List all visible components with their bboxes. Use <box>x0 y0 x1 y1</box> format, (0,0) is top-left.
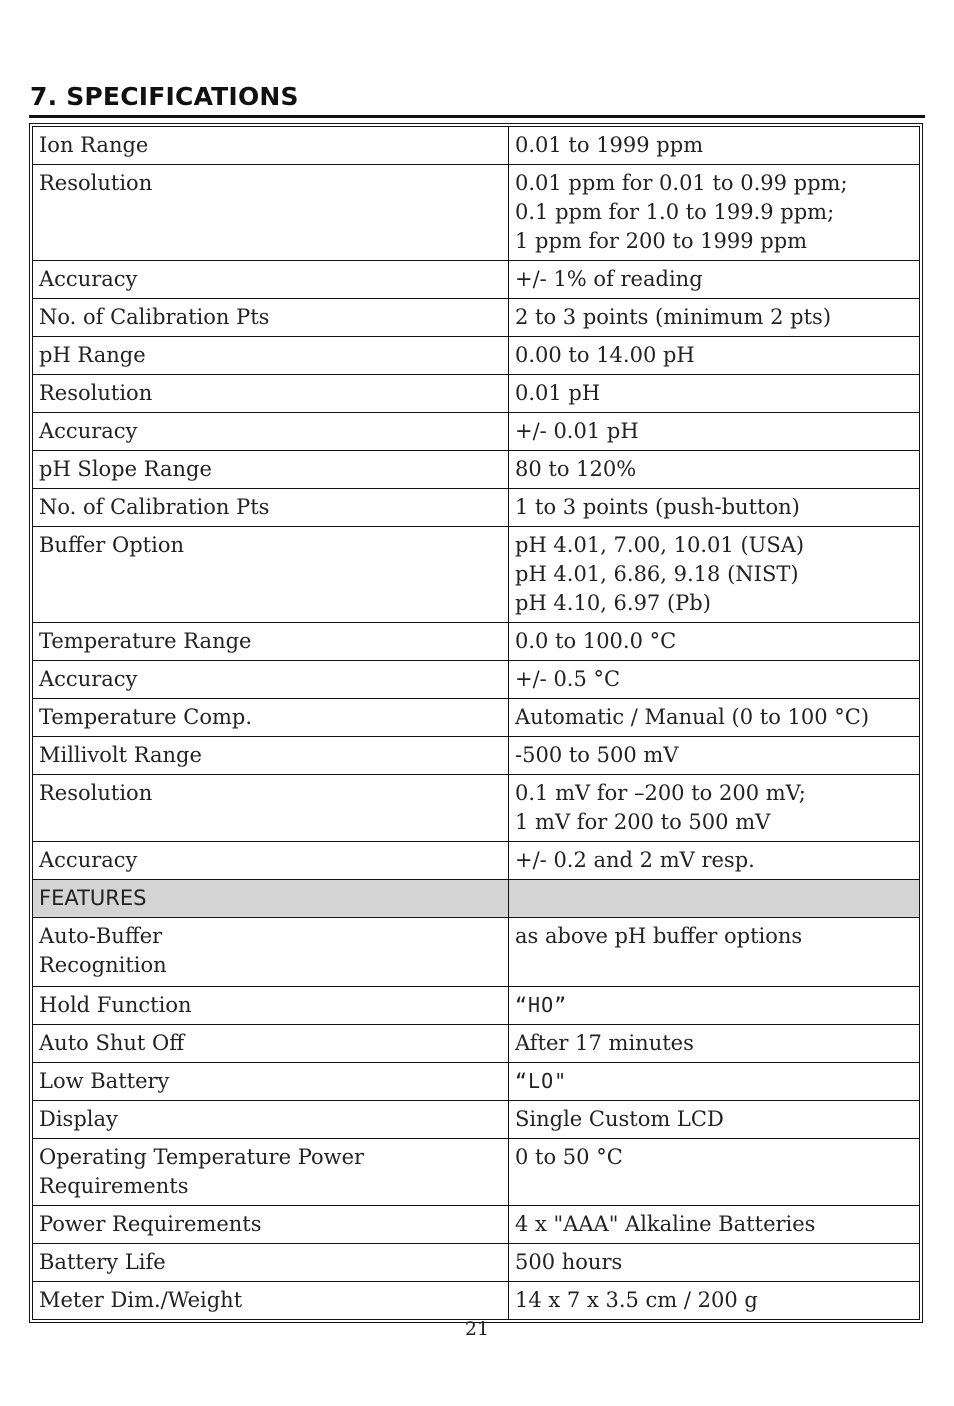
spec-value: 0.0 to 100.0 °C <box>509 623 920 661</box>
feature-label: Low Battery <box>33 1063 509 1101</box>
feature-row <box>33 918 920 987</box>
spec-row <box>33 413 920 451</box>
spec-row <box>33 337 920 375</box>
spec-label: Buffer Option <box>33 527 509 623</box>
spec-label: Accuracy <box>33 661 509 699</box>
section-heading: 7. SPECIFICATIONS <box>30 82 299 111</box>
spec-row <box>33 737 920 775</box>
spec-label: No. of Calibration Pts <box>33 299 509 337</box>
feature-value: “HO” <box>509 987 920 1025</box>
spec-row <box>33 489 920 527</box>
feature-label: Auto Shut Off <box>33 1025 509 1063</box>
spec-label: Resolution <box>33 165 509 261</box>
spec-row <box>33 842 920 880</box>
spec-label: Resolution <box>33 375 509 413</box>
spec-value: -500 to 500 mV <box>509 737 920 775</box>
specifications-table <box>29 123 923 1323</box>
spec-row <box>33 299 920 337</box>
spec-value: +/- 1% of reading <box>509 261 920 299</box>
feature-row <box>33 1025 920 1063</box>
spec-value: Automatic / Manual (0 to 100 °C) <box>509 699 920 737</box>
spec-value: 0.01 pH <box>509 375 920 413</box>
spec-row <box>33 661 920 699</box>
spec-row <box>33 527 920 623</box>
feature-value: Single Custom LCD <box>509 1101 920 1139</box>
spec-row <box>33 127 920 165</box>
features-header-row <box>33 880 920 918</box>
spec-value: 0.1 mV for –200 to 200 mV; 1 mV for 200 to 500 mV <box>509 775 920 842</box>
spec-label: Accuracy <box>33 261 509 299</box>
spec-label: pH Slope Range <box>33 451 509 489</box>
feature-value: 14 x 7 x 3.5 cm / 200 g <box>509 1282 920 1320</box>
feature-value: “LO" <box>509 1063 920 1101</box>
feature-row <box>33 1244 920 1282</box>
spec-value: 1 to 3 points (push-button) <box>509 489 920 527</box>
page-number: 21 <box>464 1318 490 1340</box>
spec-label: Temperature Comp. <box>33 699 509 737</box>
spec-value: 0.01 ppm for 0.01 to 0.99 ppm; 0.1 ppm for 1.0 to 199.9 ppm; 1 ppm for 200 to 1999 ppm <box>509 165 920 261</box>
features-header: FEATURES <box>33 880 509 918</box>
feature-label: Battery Life <box>33 1244 509 1282</box>
spec-label: pH Range <box>33 337 509 375</box>
feature-label: Auto-Buffer Recognition <box>33 918 509 987</box>
spec-label: Millivolt Range <box>33 737 509 775</box>
features-header-empty <box>509 880 920 918</box>
spec-value: pH 4.01, 7.00, 10.01 (USA) pH 4.01, 6.86, 9.18 (NIST) pH 4.10, 6.97 (Pb) <box>509 527 920 623</box>
feature-label: Operating Temperature Power Requirements <box>33 1139 509 1206</box>
feature-row <box>33 987 920 1025</box>
spec-label: Accuracy <box>33 842 509 880</box>
spec-value: +/- 0.01 pH <box>509 413 920 451</box>
feature-row <box>33 1282 920 1320</box>
spec-label: Ion Range <box>33 127 509 165</box>
spec-value: 80 to 120% <box>509 451 920 489</box>
feature-value: as above pH buffer options <box>509 918 920 987</box>
feature-label: Power Requirements <box>33 1206 509 1244</box>
spec-row <box>33 623 920 661</box>
spec-row <box>33 775 920 842</box>
spec-row <box>33 699 920 737</box>
feature-label: Display <box>33 1101 509 1139</box>
feature-row <box>33 1063 920 1101</box>
spec-label: Accuracy <box>33 413 509 451</box>
spec-row <box>33 165 920 261</box>
spec-value: 0.01 to 1999 ppm <box>509 127 920 165</box>
spec-label: Temperature Range <box>33 623 509 661</box>
feature-row <box>33 1206 920 1244</box>
feature-label: Meter Dim./Weight <box>33 1282 509 1320</box>
spec-label: No. of Calibration Pts <box>33 489 509 527</box>
spec-value: 2 to 3 points (minimum 2 pts) <box>509 299 920 337</box>
feature-value: 4 x "AAA" Alkaline Batteries <box>509 1206 920 1244</box>
spec-row <box>33 261 920 299</box>
feature-value: 0 to 50 °C <box>509 1139 920 1206</box>
spec-row <box>33 375 920 413</box>
feature-label: Hold Function <box>33 987 509 1025</box>
spec-value: +/- 0.2 and 2 mV resp. <box>509 842 920 880</box>
spec-label: Resolution <box>33 775 509 842</box>
spec-value: +/- 0.5 °C <box>509 661 920 699</box>
feature-value: 500 hours <box>509 1244 920 1282</box>
feature-row <box>33 1139 920 1206</box>
feature-row <box>33 1101 920 1139</box>
feature-value: After 17 minutes <box>509 1025 920 1063</box>
spec-value: 0.00 to 14.00 pH <box>509 337 920 375</box>
spec-row <box>33 451 920 489</box>
heading-rule <box>29 115 925 118</box>
